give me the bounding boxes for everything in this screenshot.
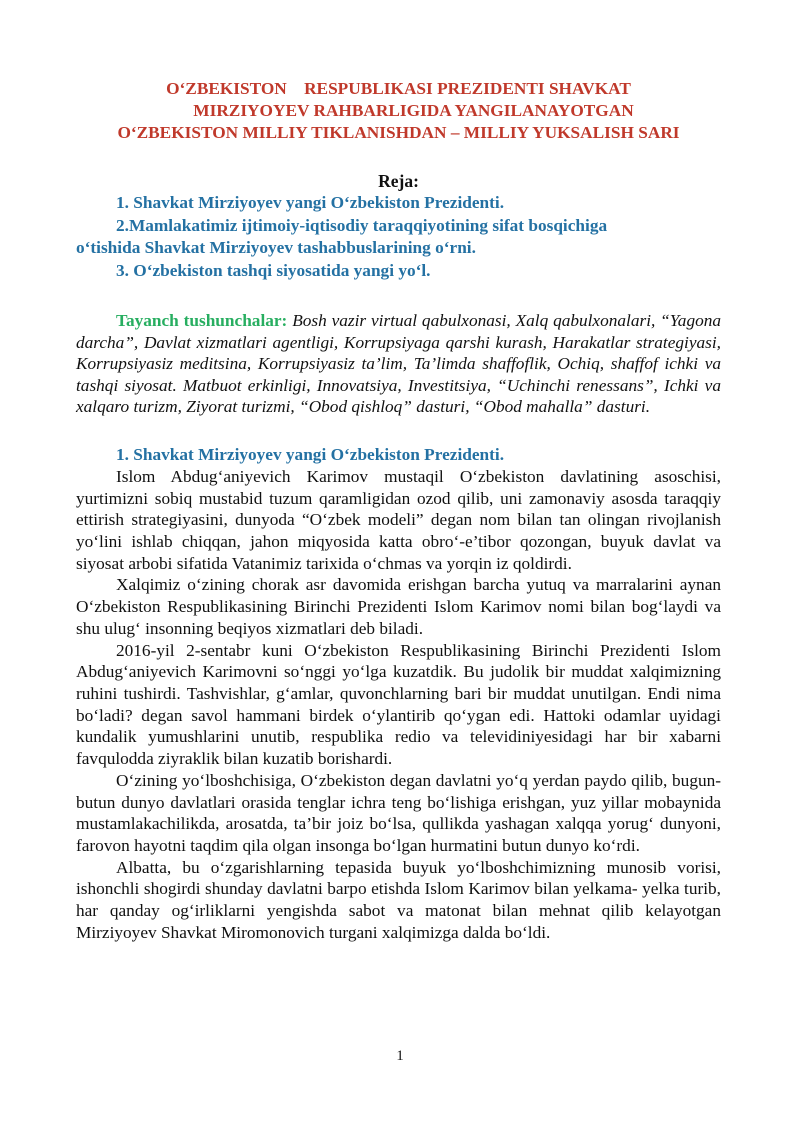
- title-line-2: MIRZIYOYEV RAHBARLIGIDA YANGILANAYOTGAN: [193, 101, 634, 120]
- paragraph-2: Xalqimiz o‘zining chorak asr davomida erishgan barcha yutuq va marralarini aynan O‘zbekiston Respublikasining Birinchi Prezidenti Islom Karimov nomi bilan bog‘laydi va shu ulug‘ insonning beqiyos xizmatlari deb biladi.: [76, 575, 721, 638]
- paragraph-4: O‘zining yo‘lboshchisiga, O‘zbekiston degan davlatni yo‘q yerdan paydo qilib, bugun-butun dunyo davlatlari orasida tenglar ichra teng bo‘lishiga erishgan, yuz yillar mobaynida mustamlakachilikda, arosatda, ta’bir joiz bo‘lsa, qullikda yashagan xalqqa yorug‘ dunyoni, farovon hayotni taqdim qila olgan insonga bo‘lgan hurmatini butun dunyo ko‘rdi.: [76, 770, 721, 855]
- paragraph-1: Islom Abdug‘aniyevich Karimov mustaqil O‘zbekiston davlatining asoschisi, yurtimizni sobiq mustabid tuzum qaramligidan ozod qilib, uni zamonaviy asosda taraqqiy ettirish strategiyasini, dunyoda “O‘zbek modeli” degan nom bilan tan olingan rivojlanish yo‘lini ishlab chiqqan, jahon miqyosida katta obro‘-e’tibor qozongan, buyuk davlat va siyosat arbobi sifatida Vatanimiz tarixida o‘chmas va yorqin iz qoldirdi.: [76, 466, 721, 573]
- keywords-text: Bosh vazir virtual qabulxonasi, Xalq qabulxonalari, “Yagona darcha”, Davlat xizmatlari agentligi, Korrupsiyaga qarshi kurash, Harakatlar strategiyasi, Korrupsiyasiz meditsina, Korrupsiyasiz ta’lim, Ta’limda shaffoflik, Ochiq, shaffof ichki va tashqi siyosat. Matbuot erkinligi, Innovatsiya, Investitsiya, “Uchinchi renessans”, Ichki va xalqaro turizm, Ziyorat turizmi, “Obod qishloq” dasturi, “Obod mahalla” dasturi.: [76, 311, 722, 417]
- document-title: [76, 78, 721, 144]
- keywords-paragraph: [76, 310, 721, 418]
- plan-list: [76, 192, 721, 282]
- page-number: 1: [396, 1048, 404, 1064]
- document-page: [76, 78, 721, 943]
- title-line-3: O‘ZBEKISTON MILLIY TIKLANISHDAN – MILLIY YUKSALISH SARI: [117, 123, 680, 142]
- plan-heading: Reja:: [378, 171, 419, 191]
- title-line-1: O‘ZBEKISTON RESPUBLIKASI PREZIDENTI SHAVKAT: [166, 79, 631, 98]
- paragraph-5: Albatta, bu o‘zgarishlarning tepasida buyuk yo‘lboshchimizning munosib vorisi, ishonchli shogirdi shunday davlatni barpo etishda Islom Karimov bilan yelkama- yelka turib, har qanday og‘irliklarni yengishda sabot va matonat bilan mehnat qilib kelayotgan Mirziyoyev Shavkat Miromonovich turgani xalqimizga dalda bo‘ldi.: [76, 857, 721, 942]
- plan-item-3: 3. O‘zbekiston tashqi siyosatida yangi yo‘l.: [116, 260, 431, 280]
- paragraph-3: 2016-yil 2-sentabr kuni O‘zbekiston Respublikasining Birinchi Prezidenti Islom Abdug‘aniyevich Karimovni so‘nggi yo‘lga kuzatdik. Bu judolik bir muddat xalqimizning ruhini tushirdi. Tashvishlar, g‘amlar, quvonchlarning bari bir muddat unutilgan. Endi nima bo‘ladi? degan savol hammani birdek o‘ylantirib qo‘ygan edi. Hattoki odamlar uyidagi kundalik yumushlarini unutib, respublika redio va televidiniyesidagi har bir xabarni favqulodda ziyraklik bilan kuzatib borishardi.: [76, 640, 721, 769]
- plan-item-2-line-1: 2.Mamlakatimiz ijtimoiy-iqtisodiy taraqqiyotining sifat bosqichiga: [116, 215, 608, 235]
- keywords-label: Tayanch tushunchalar:: [116, 311, 288, 330]
- plan-item-1: 1. Shavkat Mirziyoyev yangi O‘zbekiston Prezidenti.: [116, 193, 505, 212]
- section-1-heading: 1. Shavkat Mirziyoyev yangi O‘zbekiston Prezidenti.: [116, 444, 505, 464]
- plan-item-2-line-2: o‘tishida Shavkat Mirziyoyev tashabbuslarining o‘rni.: [76, 238, 476, 257]
